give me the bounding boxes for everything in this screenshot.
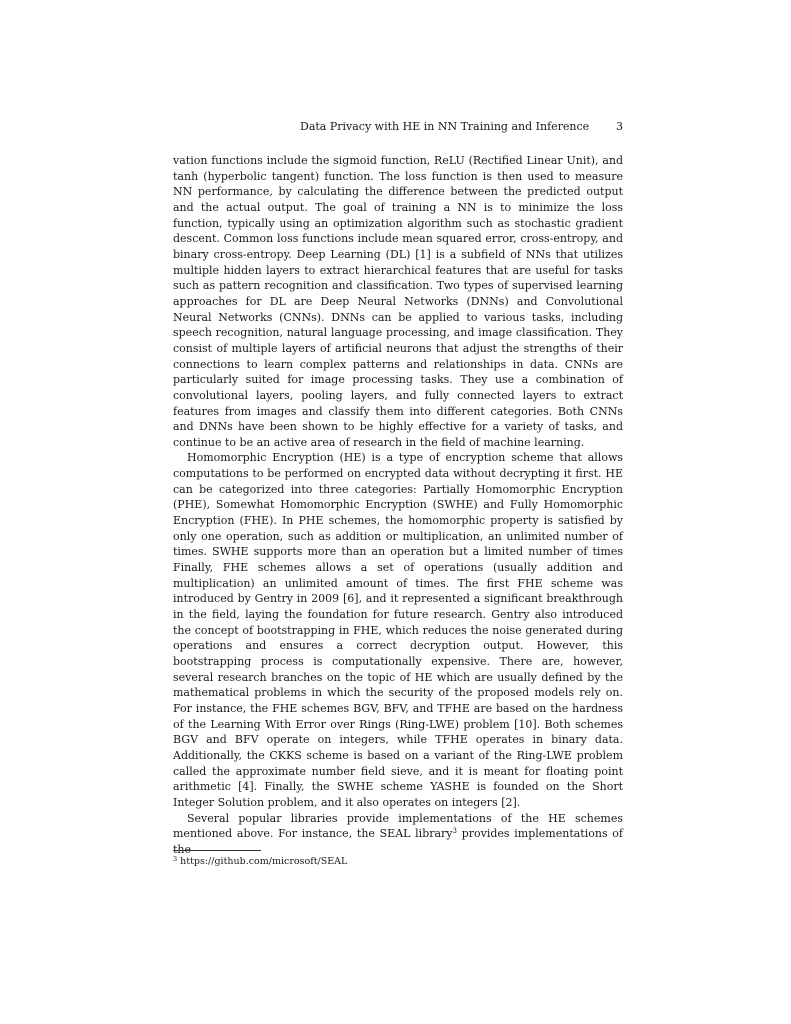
paragraph-continued-activation: vation functions include the sigmoid function, ReLU (Rectified Linear Unit), and tanh (hyperbolic tangent) function. The loss function is then used to measure NN performance, by calculating the difference between the predicted output and the actual output. The goal of training a NN is to minimize the loss function, typically using an optimization algorithm such as stochastic gradient descent. Common loss functions include mean squared error, cross-entropy, and binary cross-entropy. Deep Learning (DL) [1] is a subfield of NNs that utilizes multiple hidden layers to extract hierarchical features that are useful for tasks such as pattern recognition and classification. Two types of supervised learning approaches for DL are Deep Neural Networks (DNNs) and Convolutional Neural Networks (CNNs). DNNs can be applied to various tasks, including speech recognition, natural language processing, and image classification. They consist of multiple layers of artificial neurons that adjust the strengths of their connections to learn complex patterns and relationships in data. CNNs are particularly suited for image processing tasks. They use a combination of convolutional layers, pooling layers, and fully connected layers to extract features from images and classify them into different categories. Both CNNs and DNNs have been shown to be highly effective for a variety of tasks, and continue to be an active area of research in the field of machine learning. bbox=[173, 154, 623, 449]
footnote-ref-marker: 3 bbox=[452, 827, 457, 836]
paragraph-homomorphic-encryption: Homomorphic Encryption (HE) is a type of encryption scheme that allows computations to be performed on encrypted data without decrypting it first. HE can be categorized into three categories: Partially Homomorphic Encryption (PHE), Somewhat Homomorphic Encryption (SWHE) and Fully Homomorphic Encryption (FHE). In PHE schemes, the homomorphic property is satisfied by only one operation, such as addition or multiplication, an unlimited number of times. SWHE supports more than an operation but a limited number of times Finally, FHE schemes allows a set of operations (usually addition and multiplication) an unlimited amount of times. The first FHE scheme was introduced by Gentry in 2009 [6], and it represented a significant breakthrough in the field, laying the foundation for future research. Gentry also introduced the concept of bootstrapping in FHE, which reduces the noise generated during operations and ensures a correct decryption output. However, this bootstrapping process is computationally expensive. There are, however, several research branches on the topic of HE which are usually defined by the mathematical problems in which the security of the proposed models rely on. For instance, the FHE schemes BGV, BFV, and TFHE are based on the hardness of the Learning With Error over Rings (Ring-LWE) problem [10]. Both schemes BGV and BFV operate on integers, while TFHE operates in binary data. Additionally, the CKKS scheme is based on a variant of the Ring-LWE problem called the approximate number field sieve, and it is meant for floating point arithmetic [4]. Finally, the SWHE scheme YASHE is founded on the Short Integer Solution problem, and it also operates on integers [2]. bbox=[173, 451, 623, 809]
paragraph-libraries-text: Several popular libraries provide implementations of the HE schemes mentioned above. For instance, the SEAL library bbox=[173, 811, 623, 841]
running-title: Data Privacy with HE in NN Training and Inference bbox=[300, 120, 590, 133]
footnote-link[interactable]: https://github.com/microsoft/SEAL bbox=[180, 856, 348, 867]
footnote bbox=[173, 856, 623, 868]
paragraph-libraries-text-end: provides implementations of the bbox=[173, 827, 623, 856]
body-text bbox=[173, 153, 623, 858]
footnote-rule bbox=[173, 850, 261, 851]
page-number: 3 bbox=[616, 120, 623, 133]
footnote-marker: 3 bbox=[173, 855, 178, 863]
